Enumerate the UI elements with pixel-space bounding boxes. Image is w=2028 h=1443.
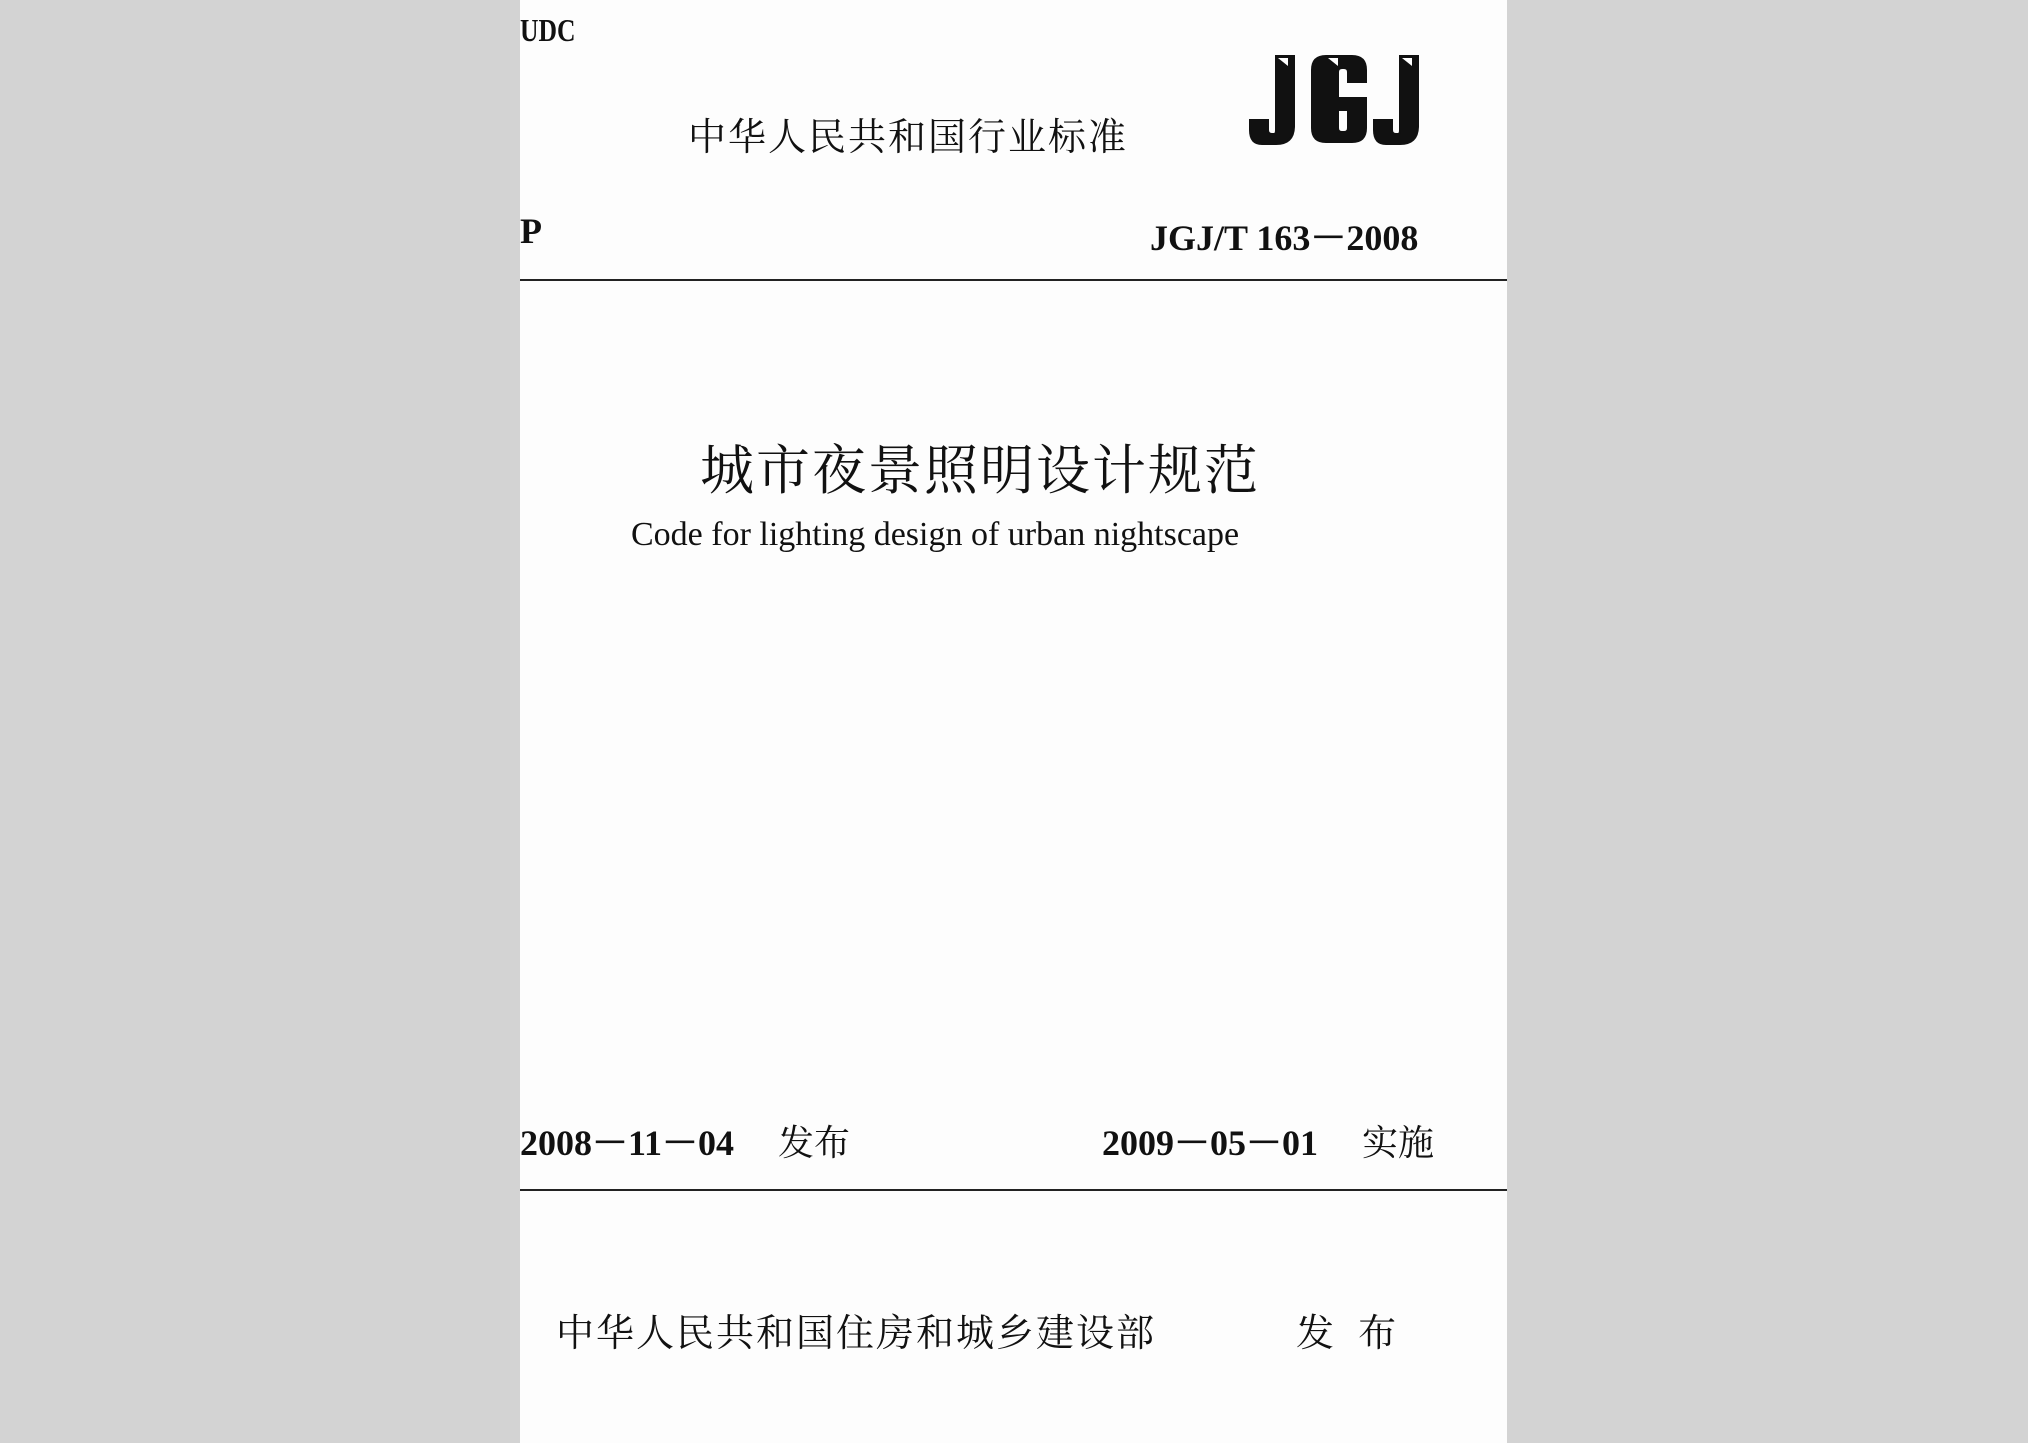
udc-label: UDC bbox=[520, 12, 576, 48]
effective-label: 实施 bbox=[1362, 1123, 1435, 1164]
standard-type: 中华人民共和国行业标准 bbox=[688, 115, 1129, 159]
effective-date: 2009－05－01 bbox=[1102, 1123, 1319, 1163]
standard-number: JGJ/T 163－2008 bbox=[1150, 218, 1419, 258]
category-code: P bbox=[520, 211, 542, 251]
document-page bbox=[520, 0, 1507, 1443]
title-chinese: 城市夜景照明设计规范 bbox=[700, 441, 1260, 501]
jgj-logo bbox=[1248, 52, 1434, 148]
title-english: Code for lighting design of urban nightscape bbox=[631, 516, 1240, 553]
publish-label: 发 布 bbox=[1296, 1311, 1403, 1355]
header-divider bbox=[520, 279, 1507, 281]
issue-label: 发布 bbox=[778, 1123, 851, 1164]
footer-divider bbox=[520, 1189, 1507, 1191]
publisher: 中华人民共和国住房和城乡建设部 bbox=[556, 1311, 1157, 1355]
issue-date: 2008－11－04 bbox=[520, 1123, 735, 1163]
